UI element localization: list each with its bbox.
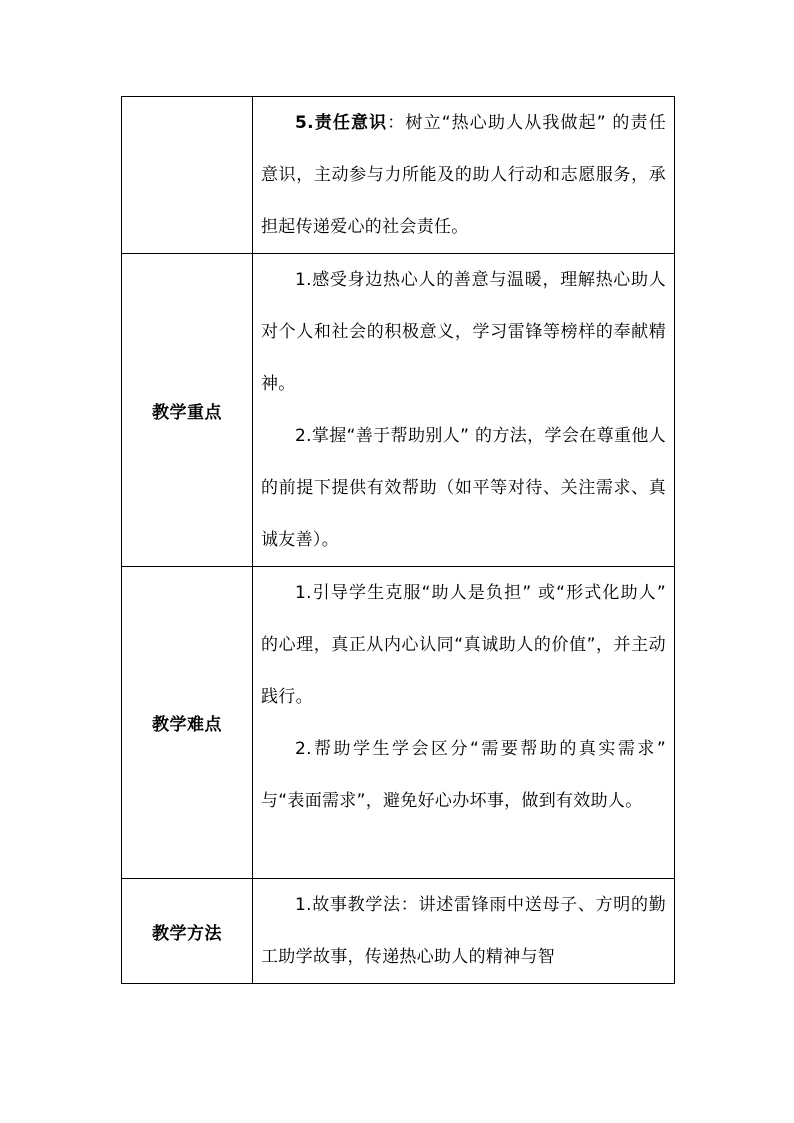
row-content-methods	[253, 879, 675, 984]
table-row-methods	[122, 879, 675, 984]
table-row-responsibility	[122, 97, 675, 254]
row-content-key-points	[253, 254, 675, 567]
row-label-key-points: 教学重点	[122, 254, 253, 567]
paragraph: 1.引导学生克服“助人是负担” 或“形式化助人” 的心理，真正从内心认同“真诚助人的价值”，并主动践行。	[261, 583, 666, 707]
paragraph-lead: 5.责任意识	[295, 113, 388, 133]
paragraph: 2.掌握“善于帮助别人” 的方法，学会在尊重他人的前提下提供有效帮助（如平等对待、关注需求、真诚友善）。	[261, 426, 666, 550]
paragraph: 1.故事教学法：讲述雷锋雨中送母子、方明的勤工助学故事，传递热心助人的精神与智	[261, 895, 666, 967]
paragraph-text: ：树立“热心助人从我做起” 的责任意识，主动参与力所能及的助人行动和志愿服务，承担起传递爱心的社会责任。	[261, 113, 667, 237]
paragraph	[261, 97, 666, 253]
paragraph: 1.感受身边热心人的善意与温暖，理解热心助人对个人和社会的积极意义，学习雷锋等榜样的奉献精神。	[261, 270, 666, 394]
row-label-difficulties: 教学难点	[122, 567, 253, 879]
lesson-plan-table	[121, 96, 675, 984]
row-content-responsibility	[253, 97, 675, 254]
table-row-key-points	[122, 254, 675, 567]
row-content-difficulties	[253, 567, 675, 879]
paragraph: 2.帮助学生学会区分“需要帮助的真实需求” 与“表面需求”，避免好心办坏事，做到有效助人。	[261, 739, 666, 811]
row-label-empty	[122, 97, 253, 254]
row-label-methods: 教学方法	[122, 879, 253, 984]
table-row-difficulties	[122, 567, 675, 879]
